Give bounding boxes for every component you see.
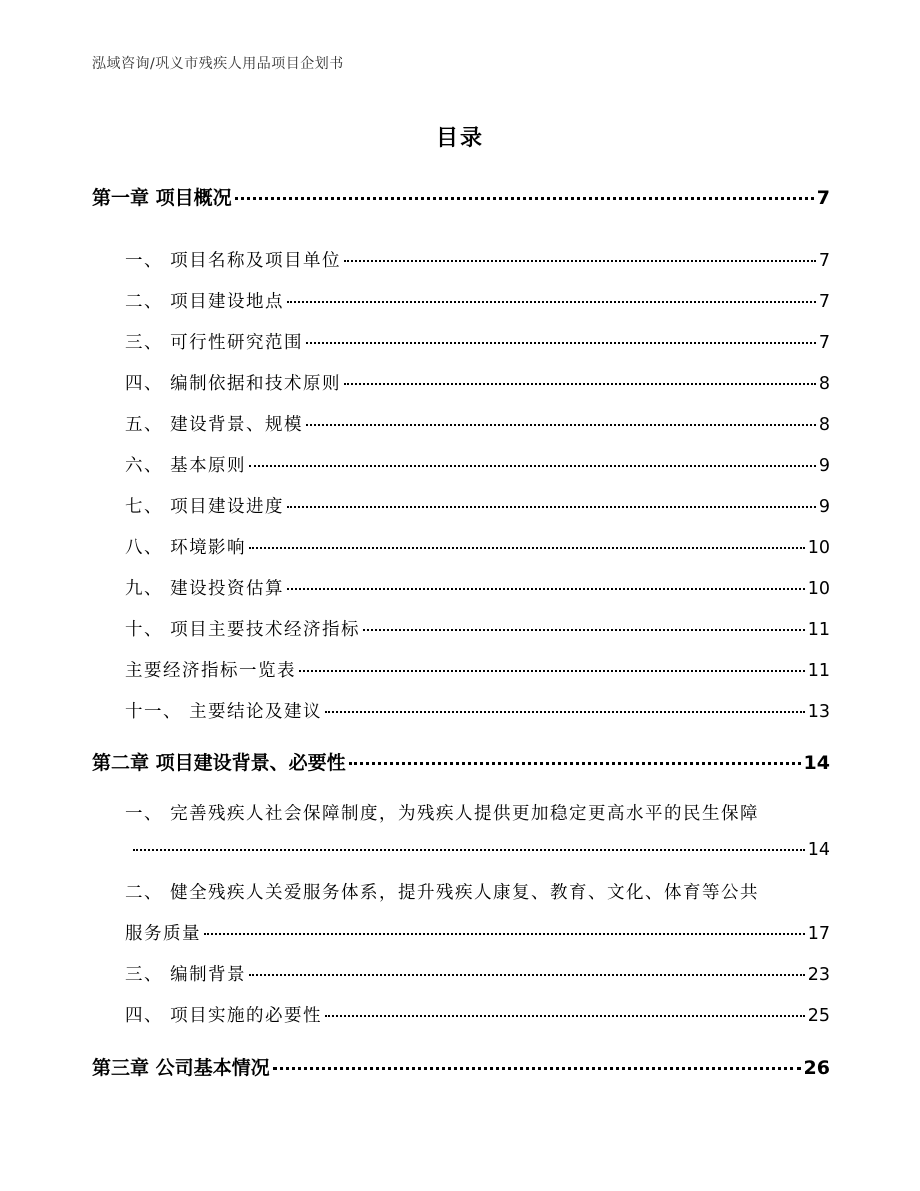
toc-page: 13 [807, 702, 830, 722]
toc-entry[interactable] [125, 920, 830, 945]
toc-label: 第一章 项目概况 [92, 187, 232, 209]
toc-label: 主要经济指标一览表 [125, 661, 296, 681]
toc-entry-line1[interactable]: 二、 健全残疾人关爱服务体系，提升残疾人康复、教育、文化、体育等公共 [125, 883, 760, 903]
toc-label: 四、 编制依据和技术原则 [125, 374, 342, 394]
toc-leader [287, 301, 816, 303]
toc-page: 8 [818, 374, 830, 394]
toc-label: 二、 项目建设地点 [125, 292, 285, 312]
toc-entry[interactable] [125, 961, 830, 986]
toc-page: 9 [818, 497, 830, 517]
toc-chapter-1[interactable] [92, 183, 830, 210]
toc-entry[interactable] [125, 411, 830, 436]
toc-leader [306, 342, 816, 344]
toc-page: 11 [807, 661, 830, 681]
toc-entry[interactable] [125, 575, 830, 600]
toc-entry[interactable] [125, 493, 830, 518]
toc-entry[interactable] [125, 452, 830, 477]
toc-page: 14 [803, 752, 830, 774]
toc-label: 十一、 主要结论及建议 [125, 702, 323, 722]
toc-entry[interactable] [125, 370, 830, 395]
toc-leader [249, 547, 805, 549]
toc-label: 四、 项目实施的必要性 [125, 1006, 323, 1026]
toc-leader [344, 260, 816, 262]
toc-label: 第二章 项目建设背景、必要性 [92, 752, 346, 774]
page-header: 泓域咨询/巩义市残疾人用品项目企划书 [92, 56, 344, 72]
toc-leader [133, 849, 805, 851]
toc-page: 10 [807, 538, 830, 558]
toc-leader [325, 711, 805, 713]
toc-entry-line1[interactable]: 一、 完善残疾人社会保障制度，为残疾人提供更加稳定更高水平的民生保障 [125, 804, 760, 824]
toc-entry[interactable] [125, 657, 830, 682]
toc-page: 7 [818, 251, 830, 271]
toc-label: 六、 基本原则 [125, 456, 247, 476]
toc-entry[interactable] [125, 247, 830, 272]
toc-entry[interactable] [125, 329, 830, 354]
toc-leader [306, 424, 816, 426]
toc-page: 25 [807, 1006, 830, 1026]
toc-label: 五、 建设背景、规模 [125, 415, 304, 435]
toc-label: 八、 环境影响 [125, 538, 247, 558]
toc-page: 23 [807, 965, 830, 985]
toc-label: 九、 建设投资估算 [125, 579, 285, 599]
toc-page: 14 [807, 840, 830, 860]
toc-page: 7 [816, 187, 830, 209]
toc-chapter-2[interactable] [92, 748, 830, 775]
toc-entry[interactable] [125, 1002, 830, 1027]
toc-leader [249, 465, 816, 467]
toc-label: 三、 编制背景 [125, 965, 247, 985]
toc-leader [349, 762, 801, 765]
toc-page: 9 [818, 456, 830, 476]
page-title: 目录 [435, 126, 484, 151]
toc-leader [344, 383, 816, 385]
toc-leader [299, 670, 805, 672]
toc-leader [363, 629, 805, 631]
toc-leader [287, 506, 816, 508]
toc-page: 7 [818, 292, 830, 312]
toc-label: 服务质量 [125, 924, 201, 944]
toc-page: 11 [807, 620, 830, 640]
toc-entry[interactable] [125, 698, 830, 723]
toc-entry[interactable] [125, 616, 830, 641]
toc-label: 十、 项目主要技术经济指标 [125, 620, 361, 640]
toc-label: 一、 项目名称及项目单位 [125, 251, 342, 271]
toc-leader [204, 933, 805, 935]
toc-leader [235, 197, 814, 200]
toc-page: 8 [818, 415, 830, 435]
toc-leader [325, 1015, 805, 1017]
toc-leader [273, 1067, 801, 1070]
toc-leader [249, 974, 805, 976]
toc-label: 三、 可行性研究范围 [125, 333, 304, 353]
toc-page: 17 [807, 924, 830, 944]
toc-label: 第三章 公司基本情况 [92, 1057, 270, 1079]
toc-entry[interactable] [125, 534, 830, 559]
toc-page: 26 [803, 1057, 830, 1079]
toc-entry[interactable] [125, 288, 830, 313]
toc-page: 10 [807, 579, 830, 599]
toc-chapter-3[interactable] [92, 1053, 830, 1080]
toc-leader [287, 588, 805, 590]
toc-page: 7 [818, 333, 830, 353]
toc-entry[interactable] [130, 840, 830, 860]
toc-label: 七、 项目建设进度 [125, 497, 285, 517]
